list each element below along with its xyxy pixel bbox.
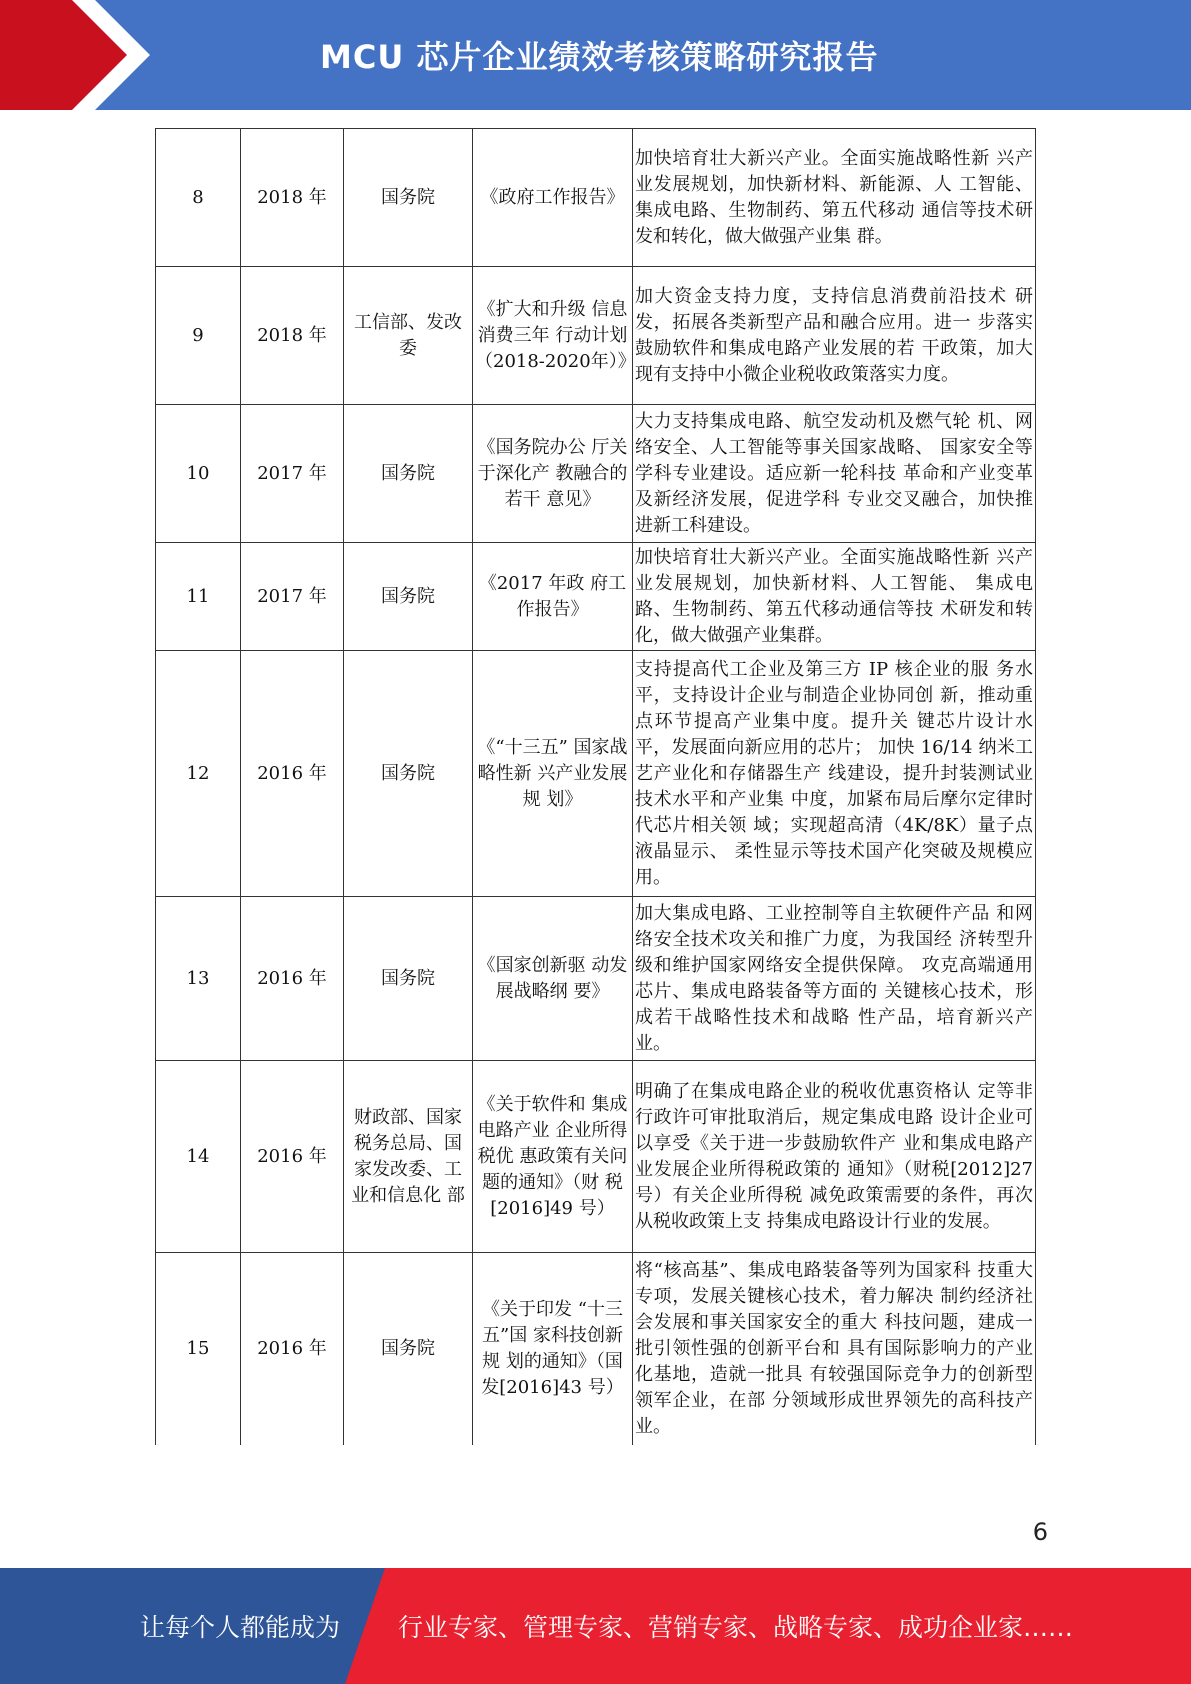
report-title: MCU 芯片企业绩效考核策略研究报告 xyxy=(320,38,879,76)
row-document: 《国务院办公 厅关于深化产 教融合的若干 意见》 xyxy=(473,405,633,543)
table-row xyxy=(156,129,1036,267)
row-document: 《关于印发 “十三五”国 家科技创新规 划的通知》（国 发[2016]43 号） xyxy=(473,1253,633,1445)
row-year: 2016 年 xyxy=(241,897,344,1061)
table-row xyxy=(156,267,1036,405)
row-department: 工信部、发改委 xyxy=(344,267,473,405)
row-content: 加快培育壮大新兴产业。全面实施战略性新 兴产业发展规划，加快新材料、人工智能、 集成电路、生物制药、第五代移动通信等技 术研发和转化，做大做强产业集群。 xyxy=(633,543,1036,651)
footer-slogan-right: 行业专家、管理专家、营销专家、战略专家、成功企业家…… xyxy=(398,1613,1074,1642)
row-document: 《关于软件和 集成电路产业 企业所得税优 惠政策有关问 题的通知》（财 税[2016]49 号） xyxy=(473,1061,633,1253)
row-department: 国务院 xyxy=(344,129,473,267)
row-year: 2016 年 xyxy=(241,1253,344,1445)
row-year: 2016 年 xyxy=(241,651,344,897)
row-year: 2017 年 xyxy=(241,405,344,543)
chevron-arrow-icon xyxy=(0,0,150,110)
row-number: 13 xyxy=(156,897,241,1061)
row-content: 加快培育壮大新兴产业。全面实施战略性新 兴产业发展规划，加快新材料、新能源、人 工智能、集成电路、生物制药、第五代移动 通信等技术研发和转化，做大做强产业集 群。 xyxy=(633,129,1036,267)
row-document: 《2017 年政 府工作报告》 xyxy=(473,543,633,651)
row-document: 《“十三五” 国家战略性新 兴产业发展规 划》 xyxy=(473,651,633,897)
row-document: 《政府工作报告》 xyxy=(473,129,633,267)
row-number: 9 xyxy=(156,267,241,405)
row-department: 国务院 xyxy=(344,651,473,897)
row-year: 2018 年 xyxy=(241,129,344,267)
row-document: 《扩大和升级 信息消费三年 行动计划（2018-2020年）》 xyxy=(473,267,633,405)
row-department: 国务院 xyxy=(344,543,473,651)
table-row xyxy=(156,1253,1036,1445)
row-number: 10 xyxy=(156,405,241,543)
row-content: 大力支持集成电路、航空发动机及燃气轮 机、网络安全、人工智能等事关国家战略、 国家安全等学科专业建设。适应新一轮科技 革命和产业变革及新经济发展，促进学科 专业交叉融合，加快推进新工科建设。 xyxy=(633,405,1036,543)
row-content: 加大集成电路、工业控制等自主软硬件产品 和网络安全技术攻关和推广力度，为我国经 济转型升级和维护国家网络安全提供保障。 攻克高端通用芯片、集成电路装备等方面的 关键核心技术，形成若干战略性技术和战略 性产品，培育新兴产业。 xyxy=(633,897,1036,1061)
page-number: 6 xyxy=(1032,1518,1048,1546)
row-department: 财政部、国家税务总局、国家发改委、工业和信息化 部 xyxy=(344,1061,473,1253)
row-number: 8 xyxy=(156,129,241,267)
row-department: 国务院 xyxy=(344,1253,473,1445)
table-row xyxy=(156,405,1036,543)
row-number: 11 xyxy=(156,543,241,651)
row-number: 14 xyxy=(156,1061,241,1253)
row-content: 支持提高代工企业及第三方 IP 核企业的服 务水平，支持设计企业与制造企业协同创 新，推动重点环节提高产业集中度。提升关 键芯片设计水平，发展面向新应用的芯片； 加快 16/14 纳米工艺产业化和存储器生产 线建设，提升封装测试业技术水平和产业集 中度，加紧布局后摩尔定律时代芯片相关领 域；实现超高清（4K/8K）量子点液晶显示、 柔性显示等技术国产化突破及规模应用。 xyxy=(633,651,1036,897)
row-number: 15 xyxy=(156,1253,241,1445)
table-row xyxy=(156,897,1036,1061)
row-year: 2016 年 xyxy=(241,1061,344,1253)
row-year: 2017 年 xyxy=(241,543,344,651)
table-row xyxy=(156,1061,1036,1253)
row-content: 明确了在集成电路企业的税收优惠资格认 定等非行政许可审批取消后，规定集成电路 设计企业可以享受《关于进一步鼓励软件产 业和集成电路产业发展企业所得税政策的 通知》（财税[2012]27 号）有关企业所得税 减免政策需要的条件，再次从税收政策上支 持集成电路设计行业的发展。 xyxy=(633,1061,1036,1253)
row-department: 国务院 xyxy=(344,405,473,543)
row-year: 2018 年 xyxy=(241,267,344,405)
row-content: 将“核高基”、集成电路装备等列为国家科 技重大专项，发展关键核心技术，着力解决 制约经济社会发展和事关国家安全的重大 科技问题，建成一批引领性强的创新平台和 具有国际影响力的产业化基地，造就一批具 有较强国际竞争力的创新型领军企业，在部 分领域形成世界领先的高科技产业。 xyxy=(633,1253,1036,1445)
row-number: 12 xyxy=(156,651,241,897)
row-department: 国务院 xyxy=(344,897,473,1061)
table-row xyxy=(156,651,1036,897)
policy-table xyxy=(155,128,1036,1445)
row-document: 《国家创新驱 动发展战略纲 要》 xyxy=(473,897,633,1061)
page-footer xyxy=(0,1568,1191,1684)
page-header xyxy=(0,0,1191,110)
table-row xyxy=(156,543,1036,651)
row-content: 加大资金支持力度，支持信息消费前沿技术 研发，拓展各类新型产品和融合应用。进一 步落实鼓励软件和集成电路产业发展的若 干政策，加大现有支持中小微企业税收政策落实力度。 xyxy=(633,267,1036,405)
footer-slogan-left: 让每个人都能成为 xyxy=(140,1613,341,1642)
